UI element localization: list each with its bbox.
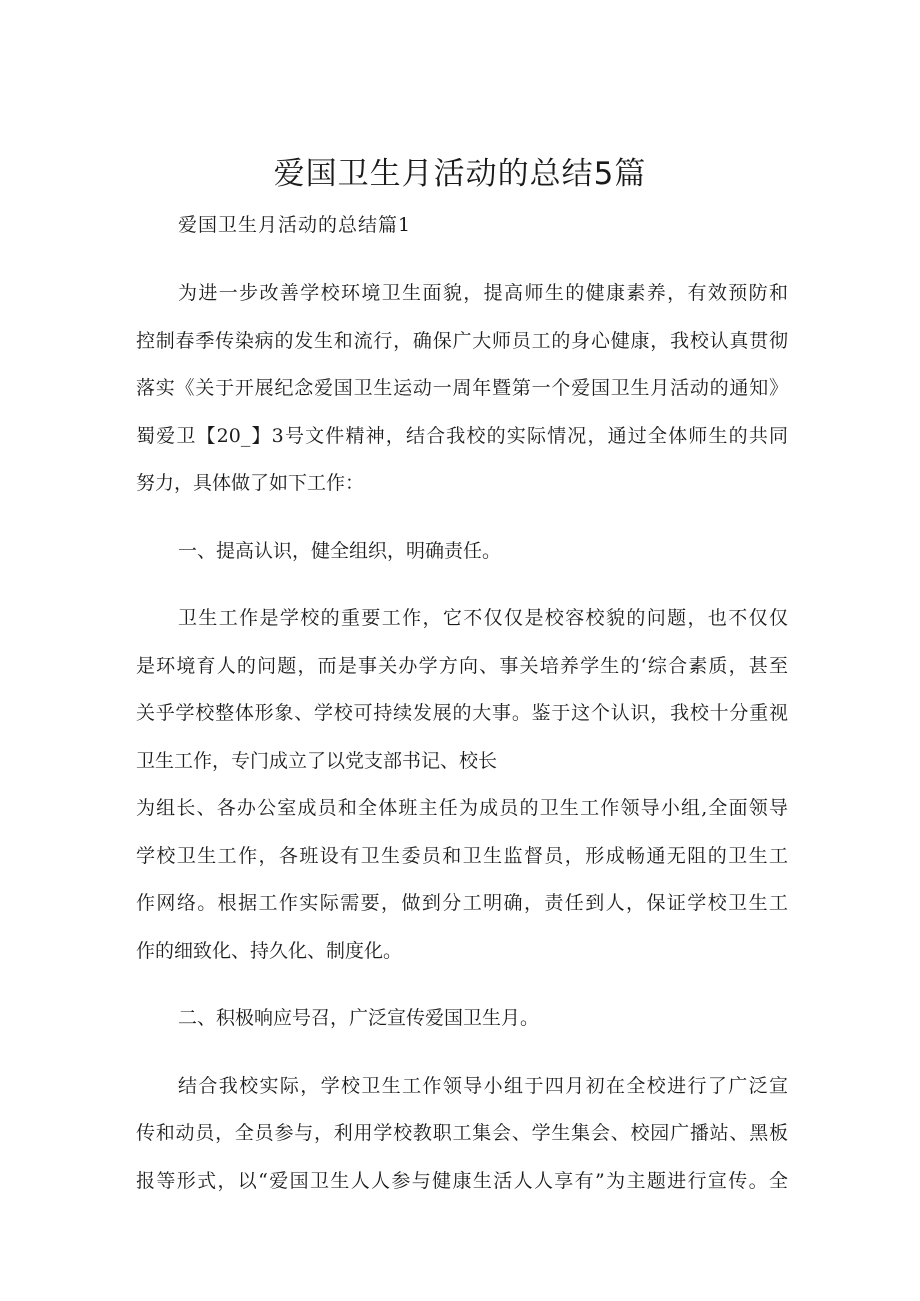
- text-line: 控制春季传染病的发生和流行，确保广大师员工的身心健康，我校认真贯彻: [136, 329, 788, 352]
- text-line: 报等形式，以“爱国卫生人人参与健康生活人人享有”为主题进行宣传。全: [136, 1169, 788, 1192]
- text-line: 传和动员，全员参与，利用学校教职工集会、学生集会、校园广播站、黑板: [136, 1122, 788, 1144]
- text-line: 落实《关于开展纪念爱国卫生运动一周年暨第一个爱国卫生月活动的通知》: [136, 377, 788, 399]
- text-line: 作的细致化、持久化、制度化。: [136, 939, 403, 962]
- paragraph-section-2: [136, 1063, 788, 1206]
- text-line: 学校卫生工作，各班设有卫生委员和卫生监督员，形成畅通无阻的卫生工: [136, 844, 788, 867]
- document-body: [136, 270, 788, 1225]
- text-line: 努力，具体做了如下工作：: [136, 472, 365, 494]
- document-title: 爱国卫生月活动的总结5篇: [273, 156, 647, 192]
- text-line: 蜀爱卫【20_】3号文件精神，结合我校的实际情况，通过全体师生的共同: [136, 424, 788, 447]
- paragraph-section-1: [136, 595, 788, 975]
- text-line: 结合我校实际，学校卫生工作领导小组于四月初在全校进行了广泛宣: [178, 1074, 788, 1097]
- text-line: 卫生工作是学校的重要工作，它不仅仅是校容校貌的问题，也不仅仅: [178, 607, 788, 629]
- text-line: 为进一步改善学校环境卫生面貌，提高师生的健康素养，有效预防和: [178, 282, 788, 304]
- document-subtitle: 爱国卫生月活动的总结篇1: [178, 214, 412, 236]
- section-heading-1: 一、提高认识，健全组织，明确责任。: [178, 539, 502, 562]
- paragraph-intro: [136, 270, 788, 508]
- text-line: 作网络。根据工作实际需要，做到分工明确，责任到人，保证学校卫生工: [136, 892, 788, 914]
- text-line: 关乎学校整体形象、学校可持续发展的大事。鉴于这个认识，我校十分重视: [136, 702, 788, 724]
- section-heading-2: 二、积极响应号召，广泛宣传爱国卫生月。: [178, 1007, 540, 1029]
- text-line: 为组长、各办公室成员和全体班主任为成员的卫生工作领导小组,全面领导: [136, 797, 788, 819]
- text-line: 是环境育人的问题，而是事关办学方向、事关培养学生的‘综合素质，甚至: [136, 654, 788, 677]
- text-line: 卫生工作，专门成立了以党支部书记、校长: [136, 749, 498, 772]
